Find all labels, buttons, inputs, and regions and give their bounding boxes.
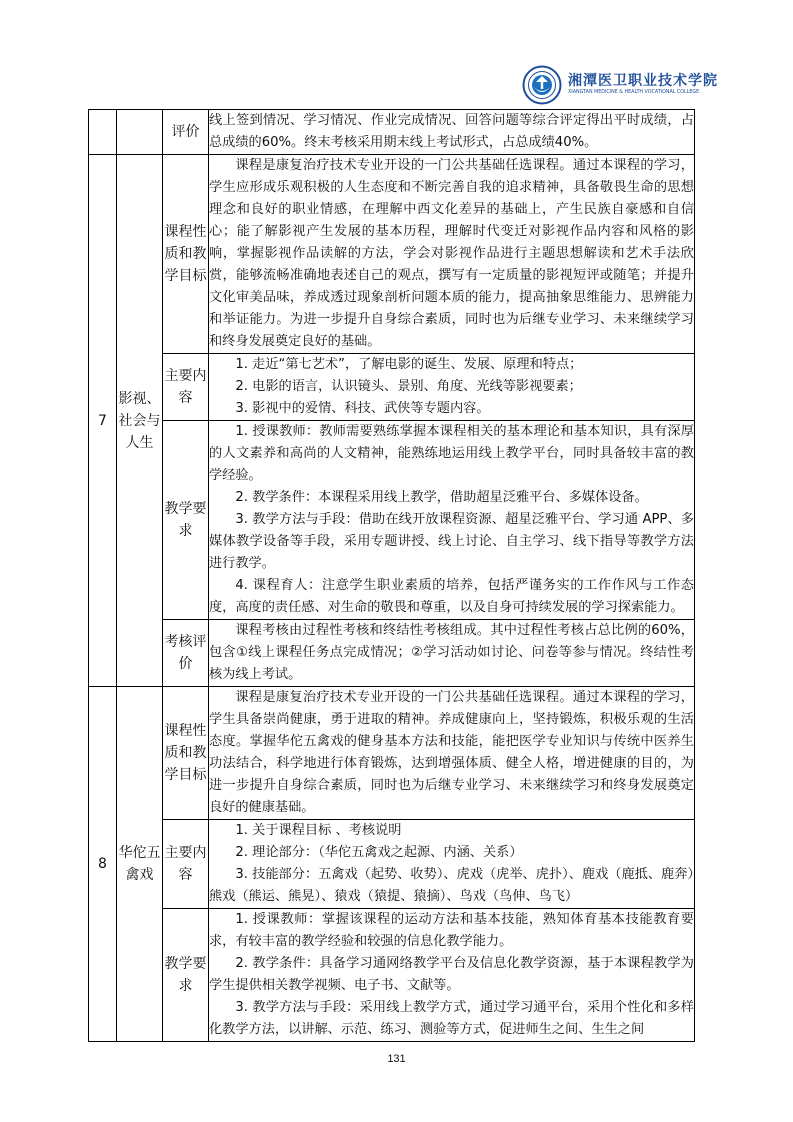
table-row [89, 820, 695, 909]
requirements-text [209, 421, 695, 620]
content-label: 主要内容 [163, 354, 209, 421]
course-name: 华佗五禽戏 [117, 687, 163, 1042]
table-row [89, 909, 695, 1042]
nature-label: 课程性质和教学目标 [163, 155, 209, 354]
college-logo [522, 62, 762, 108]
content-text [209, 354, 695, 421]
table-row [89, 110, 695, 155]
content-text [209, 820, 695, 909]
course-no-cell [89, 110, 117, 155]
list-item: 1. 走近“第七艺术”，了解电影的诞生、发展、原理和特点； [235, 357, 583, 372]
nature-text [209, 687, 695, 820]
table-row [89, 687, 695, 820]
table-row [89, 354, 695, 421]
list-item: 1. 关于课程目标 、考核说明 [235, 823, 402, 838]
nature-label: 课程性质和教学目标 [163, 687, 209, 820]
list-item: 2. 理论部分：（华佗五禽戏之起源、内涵、关系） [235, 845, 523, 860]
page-number: 131 [387, 1053, 406, 1065]
requirements-label: 教学要求 [163, 909, 209, 1042]
content-label: 主要内容 [163, 820, 209, 909]
nature-paragraph: 课程是康复治疗技术专业开设的一门公共基础任选课程。通过本课程的学习，学生具备崇尚健康，勇于进取的精神。养成健康向上，坚持锻炼，积极乐观的生活态度。掌握华佗五禽戏的健身基本方法和技能，能把医学专业知识与传统中医养生功法结合，科学地进行体育锻炼，达到增强体质、健全人格，增进健康的目的，为进一步提升自身综合素质，同时也为后继专业学习、未来继续学习和终身发展奠定良好的健康基础。 [209, 690, 694, 815]
table-row [89, 620, 695, 687]
evaluation-label: 评价 [163, 110, 209, 155]
evaluation-label: 考核评价 [163, 620, 209, 687]
nature-paragraph: 课程是康复治疗技术专业开设的一门公共基础任选课程。通过本课程的学习，学生应形成乐观积极的人生态度和不断完善自我的追求精神，具备敬畏生命的思想理念和良好的职业情感，在理解中西文化差异的基础上，产生民族自豪感和自信心；能了解影视产生发展的基本历程，理解时代变迁对影视作品内容和风格的影响，掌握影视作品读解的方法，学会对影视作品进行主题思想解读和艺术手法欣赏，能够流畅准确地表述自己的观点，撰写有一定质量的影视短评或随笔；并提升文化审美品味，养成透过现象剖析问题本质的能力，提高抽象思维能力、思辨能力和举证能力。为进一步提升自身综合素质，同时也为后继专业学习、未来继续学习和终身发展奠定良好的基础。 [209, 158, 694, 349]
logo-chinese-name: 湘潭医卫职业技术学院 [568, 73, 718, 90]
list-item: 1. 授课教师：教师需要熟练掌握本课程相关的基本理论和基本知识，具有深厚的人文素养和高尚的人文精神，能熟练地运用线上教学平台，同时具备较丰富的教学经验。 [209, 424, 694, 483]
table-row [89, 155, 695, 354]
list-item: 2. 教学条件：本课程采用线上教学，借助超星泛雅平台、多媒体设备。 [235, 490, 648, 505]
list-item: 3. 影视中的爱情、科技、武侠等专题内容。 [235, 401, 490, 416]
requirements-label: 教学要求 [163, 421, 209, 620]
list-item: 2. 教学条件：具备学习通网络教学平台及信息化教学资源，基于本课程教学为学生提供相关教学视频、电子书、文献等。 [209, 956, 694, 993]
list-item: 1. 授课教师：掌握该课程的运动方法和基本技能，熟知体育基本技能教育要求，有较丰富的教学经验和较强的信息化教学能力。 [209, 912, 694, 949]
college-emblem-icon [522, 65, 562, 105]
evaluation-paragraph: 课程考核由过程性考核和终结性考核组成。其中过程性考核占总比例的60%，包含①线上课程任务点完成情况；②学习活动如讨论、问卷等参与情况。终结性考核为线上考试。 [209, 623, 694, 682]
requirements-text [209, 909, 695, 1042]
list-item: 3. 教学方法与手段：采用线上教学方式，通过学习通平台，采用个性化和多样化教学方法，以讲解、示范、练习、测验等方式，促进师生之间、生生之间 [209, 1000, 694, 1037]
list-item: 3. 技能部分：五禽戏（起势、收势）、虎戏（虎举、虎扑）、鹿戏（鹿抵、鹿奔）熊戏（熊运、熊晃）、猿戏（猿提、猿摘）、鸟戏（鸟伸、鸟飞） [209, 867, 694, 904]
course-name-cell [117, 110, 163, 155]
logo-english-name: XIANGTAN MEDICINE & HEALTH VOCATIONAL COLLEGE [568, 90, 700, 96]
list-item: 4. 课程育人：注意学生职业素质的培养，包括严谨务实的工作作风与工作态度，高度的责任感、对生命的敬畏和尊重，以及自身可持续发展的学习探索能力。 [209, 578, 694, 615]
table-row [89, 421, 695, 620]
list-item: 3. 教学方法与手段：借助在线开放课程资源、超星泛雅平台、学习通 APP、多媒体教学设备等手段，采用专题讲授、线上讨论、自主学习、线下指导等教学方法进行教学。 [209, 512, 694, 571]
course-number: 8 [89, 687, 117, 1042]
nature-text [209, 155, 695, 354]
course-name: 影视、社会与人生 [117, 155, 163, 687]
course-table [88, 109, 695, 1042]
evaluation-text [209, 110, 695, 155]
evaluation-text [209, 620, 695, 687]
course-number: 7 [89, 155, 117, 687]
evaluation-paragraph: 线上签到情况、学习情况、作业完成情况、回答问题等综合评定得出平时成绩，占总成绩的60%。终末考核采用期末线上考试形式，占总成绩40%。 [209, 113, 694, 150]
list-item: 2. 电影的语言，认识镜头、景别、角度、光线等影视要素； [235, 379, 582, 394]
